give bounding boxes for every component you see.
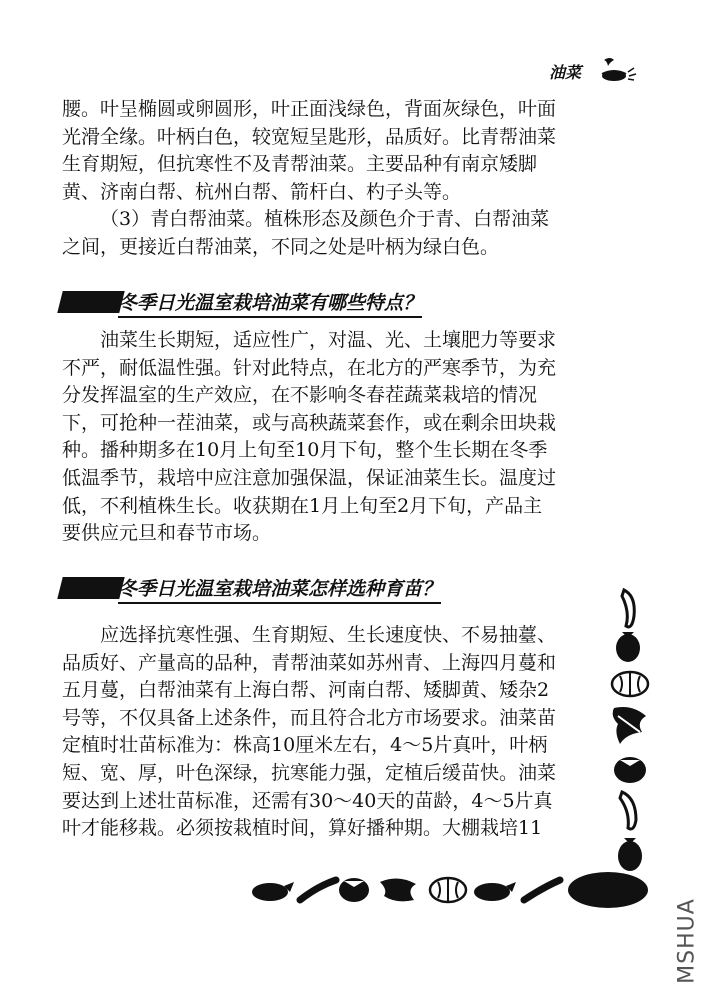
text-line: 定植时壮苗标准为：株高10厘米左右，4～5片真叶，叶柄 [62,734,548,757]
paragraph-1 [62,96,608,262]
page-tab-icon [568,872,648,908]
text-line: 五月蔓，白帮油菜有上海白帮、河南白帮、矮脚黄、矮杂2 [62,679,550,702]
text-line: 号等，不仅具备上述条件，而且符合北方市场要求。油菜苗 [62,706,557,729]
text-line: 之间，更接近白帮油菜，不同之处是叶柄为绿白色。 [62,235,500,258]
text-line: 应选择抗寒性强、生育期短、生长速度快、不易抽薹、 [100,624,557,646]
text-line: 不严，耐低温性强。针对此特点，在北方的严寒季节，为充 [62,356,557,379]
heading-bar-icon [57,291,124,313]
text-line: 要达到上述壮苗标准，还需有30～40天的苗龄，4～5片真 [62,789,553,812]
vegetable-border-bottom [248,866,648,912]
tomato-icon [614,757,646,783]
text-line: 光滑全缘。叶柄白色，较宽短呈匙形，品质好。比青帮油菜 [62,125,557,148]
paragraph-2 [62,327,608,548]
heading-text: 冬季日光温室栽培油菜有哪些特点？ [118,288,422,318]
cooking-pot-icon [598,54,638,84]
eggplant-icon [474,882,516,901]
eggplant-icon [252,882,294,901]
leafy-vegetable-icon [613,707,646,744]
pumpkin-icon [612,672,648,696]
vegetable-border-side [606,586,656,876]
text-line: 要供应元旦和春节市场。 [62,522,272,545]
eggplant-icon [616,632,640,662]
tomato-icon [339,878,369,902]
text-line: 短、宽、厚，叶色深绿，抗寒能力强，定植后缓苗快。油菜 [62,761,557,784]
section-heading-2 [60,574,480,602]
watermark [672,882,702,1000]
text-line: （3）青白帮油菜。植株形态及颜色介于青、白帮油菜 [100,208,550,231]
chili-pepper-icon [620,792,636,829]
section-heading-1 [60,288,480,316]
header-title: 油菜 [549,63,582,82]
text-line: 种。播种期多在10月上旬至10月下旬，整个生长期在冬季 [62,439,548,462]
text-line: 低温季节，栽培中应注意加强保温，保证油菜生长。温度过 [62,466,557,489]
text-line: 分发挥温室的生产效应，在不影响冬春茬蔬菜栽培的情况 [62,384,538,407]
pumpkin-icon [430,878,466,902]
text-line: 腰。叶呈椭圆或卵圆形，叶正面浅绿色，背面灰绿色，叶面 [62,98,557,120]
heading-bar-icon [57,577,124,599]
watermark-text: MSHUA [674,898,700,984]
text-line: 下，可抢种一茬油菜，或与高秧蔬菜套作，或在剩余田块栽 [62,411,557,434]
chili-pepper-icon [622,590,634,627]
text-line: 黄、济南白帮、杭州白帮、箭杆白、杓子头等。 [62,180,462,203]
cucumber-icon [524,880,560,900]
text-line: 低，不利植株生长。收获期在1月上旬至2月下旬，产品主 [62,494,543,517]
text-line: 品质好、产量高的品种，青帮油菜如苏州青、上海四月蔓和 [62,651,557,674]
text-line: 油菜生长期短，适应性广，对温、光、土壤肥力等要求 [100,329,557,351]
leafy-vegetable-icon [380,878,416,901]
text-line: 叶才能移栽。必须按栽植时间，算好播种期。大棚栽培11 [62,817,543,840]
heading-text: 冬季日光温室栽培油菜怎样选种育苗？ [118,574,441,604]
paragraph-3 [62,622,602,843]
cucumber-icon [300,880,336,900]
text-line: 生育期短，但抗寒性不及青帮油菜。主要品种有南京矮脚 [62,153,538,176]
